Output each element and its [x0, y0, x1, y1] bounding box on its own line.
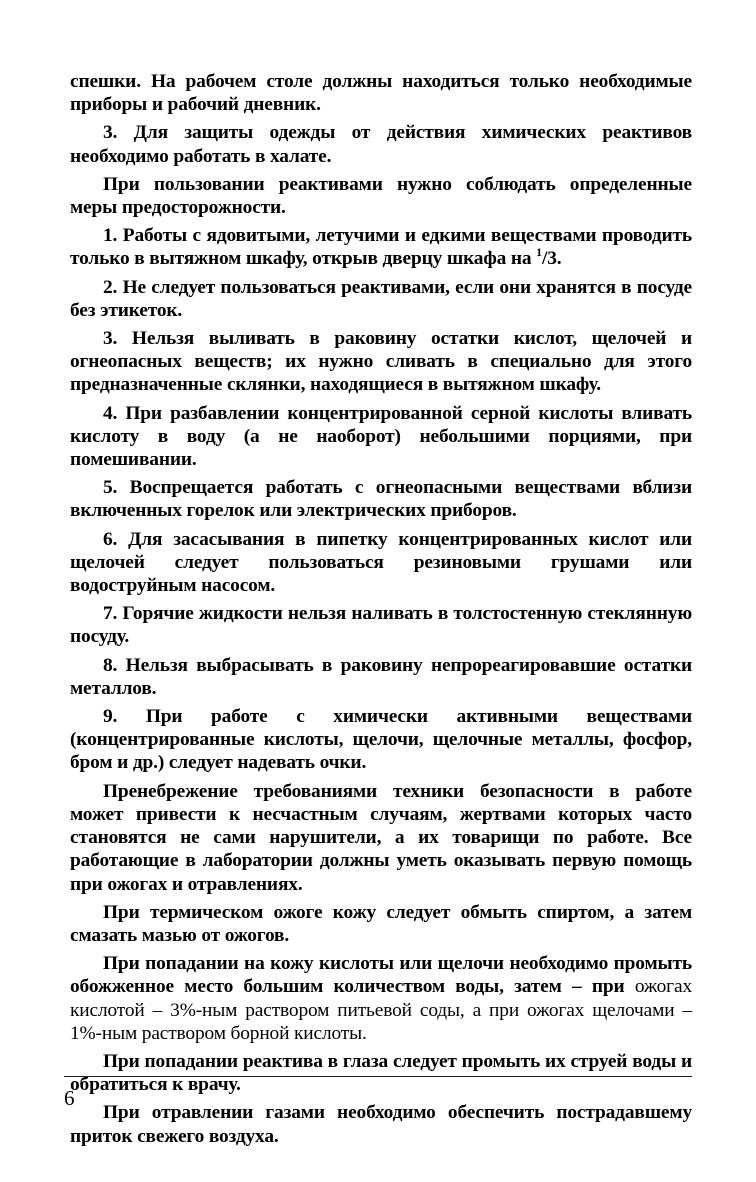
fraction-denominator: /3	[541, 248, 557, 270]
paragraph-gas-poisoning: При отравлении газами необходимо обеспечить пострадавшему приток свежего воздуха.	[70, 1102, 692, 1147]
paragraph-safety-neglect	[70, 780, 692, 896]
paragraph-rule-9: 9. При работе с химически активными веществами (концентрированные кислоты, щелочи, щелочные металлы, фосфор, бром и др.) следует надевать очки.	[70, 706, 692, 774]
page-body	[70, 70, 692, 1153]
paragraph-rule-1	[70, 224, 692, 270]
paragraph-continuation: спешки. На рабочем столе должны находиться только необходимые приборы и рабочий дневник.	[70, 71, 692, 116]
paragraph-rule-4: 4. При разбавлении концентрированной серной кислоты вливать кислоту в воду (а не наоборот) небольшими порциями, при помешивании.	[70, 402, 692, 471]
paragraph-acid-alkali-burn	[70, 952, 692, 1045]
paragraph-reagent-precautions: При пользовании реактивами нужно соблюдать определенные меры предосторожности.	[70, 173, 692, 219]
footer-divider	[64, 1076, 692, 1077]
paragraph-rule-5: 5. Воспрещается работать с огнеопасными веществами вблизи включенных горелок или электрических приборов.	[70, 477, 692, 522]
page-number: 6	[64, 1086, 75, 1110]
paragraph-rule-6: 6. Для засасывания в пипетку концентрированных кислот или щелочей следует пользоваться резиновыми грушами или водоструйным насосом.	[70, 528, 692, 597]
acid-burn-treatment: ожогах кислотой – 3%-ным раствором питьевой соды, а при ожогах щелочами – 1%-ным раствором борной кислоты.	[70, 976, 692, 1044]
safety-neglect-end: .	[297, 873, 303, 895]
acid-burn-text: При попадании на кожу кислоты или щелочи необходимо промыть обожженное место большим количеством воды, затем – при	[70, 953, 692, 998]
first-aid-emphasis: первую помощь при ожогах и отравлениях	[70, 850, 692, 895]
paragraph-eye-contact: При попадании реактива в глаза следует промыть их струей воды и обратиться к врачу.	[70, 1050, 692, 1096]
safety-neglect-text: Пренебрежение требованиями техники безопасности в работе может привести к несчастным случаям, жертвами которых часто становятся не сами нарушители, а их товарищи по работе. Все работающие в лаборатории должны уметь оказывать	[70, 780, 692, 872]
paragraph-rule-3: 3. Нельзя выливать в раковину остатки кислот, щелочей и огнеопасных веществ; их нужно сливать в специально для этого предназначенные склянки, находящиеся в вытяжном шкафу.	[70, 328, 692, 396]
paragraph-rule-2: 2. Не следует пользоваться реактивами, если они хранятся в посуде без этикеток.	[70, 276, 692, 321]
paragraph-thermal-burn: При термическом ожоге кожу следует обмыть спиртом, а затем смазать мазью от ожогов.	[70, 901, 692, 946]
rule-1-text: 1. Работы с ядовитыми, летучими и едкими веществами проводить только в вытяжном шкафу, открыв дверцу шкафа на	[70, 225, 692, 270]
rule-1-end: .	[556, 248, 562, 270]
fraction-numerator: 1	[536, 245, 542, 260]
paragraph-item-3-lab-coat: 3. Для защиты одежды от действия химических реактивов необходимо работать в халате.	[70, 122, 692, 167]
paragraph-rule-7: 7. Горячие жидкости нельзя наливать в толстостенную стеклянную посуду.	[70, 603, 692, 648]
paragraph-rule-8: 8. Нельзя выбрасывать в раковину непрореагировавшие остатки металлов.	[70, 654, 692, 699]
